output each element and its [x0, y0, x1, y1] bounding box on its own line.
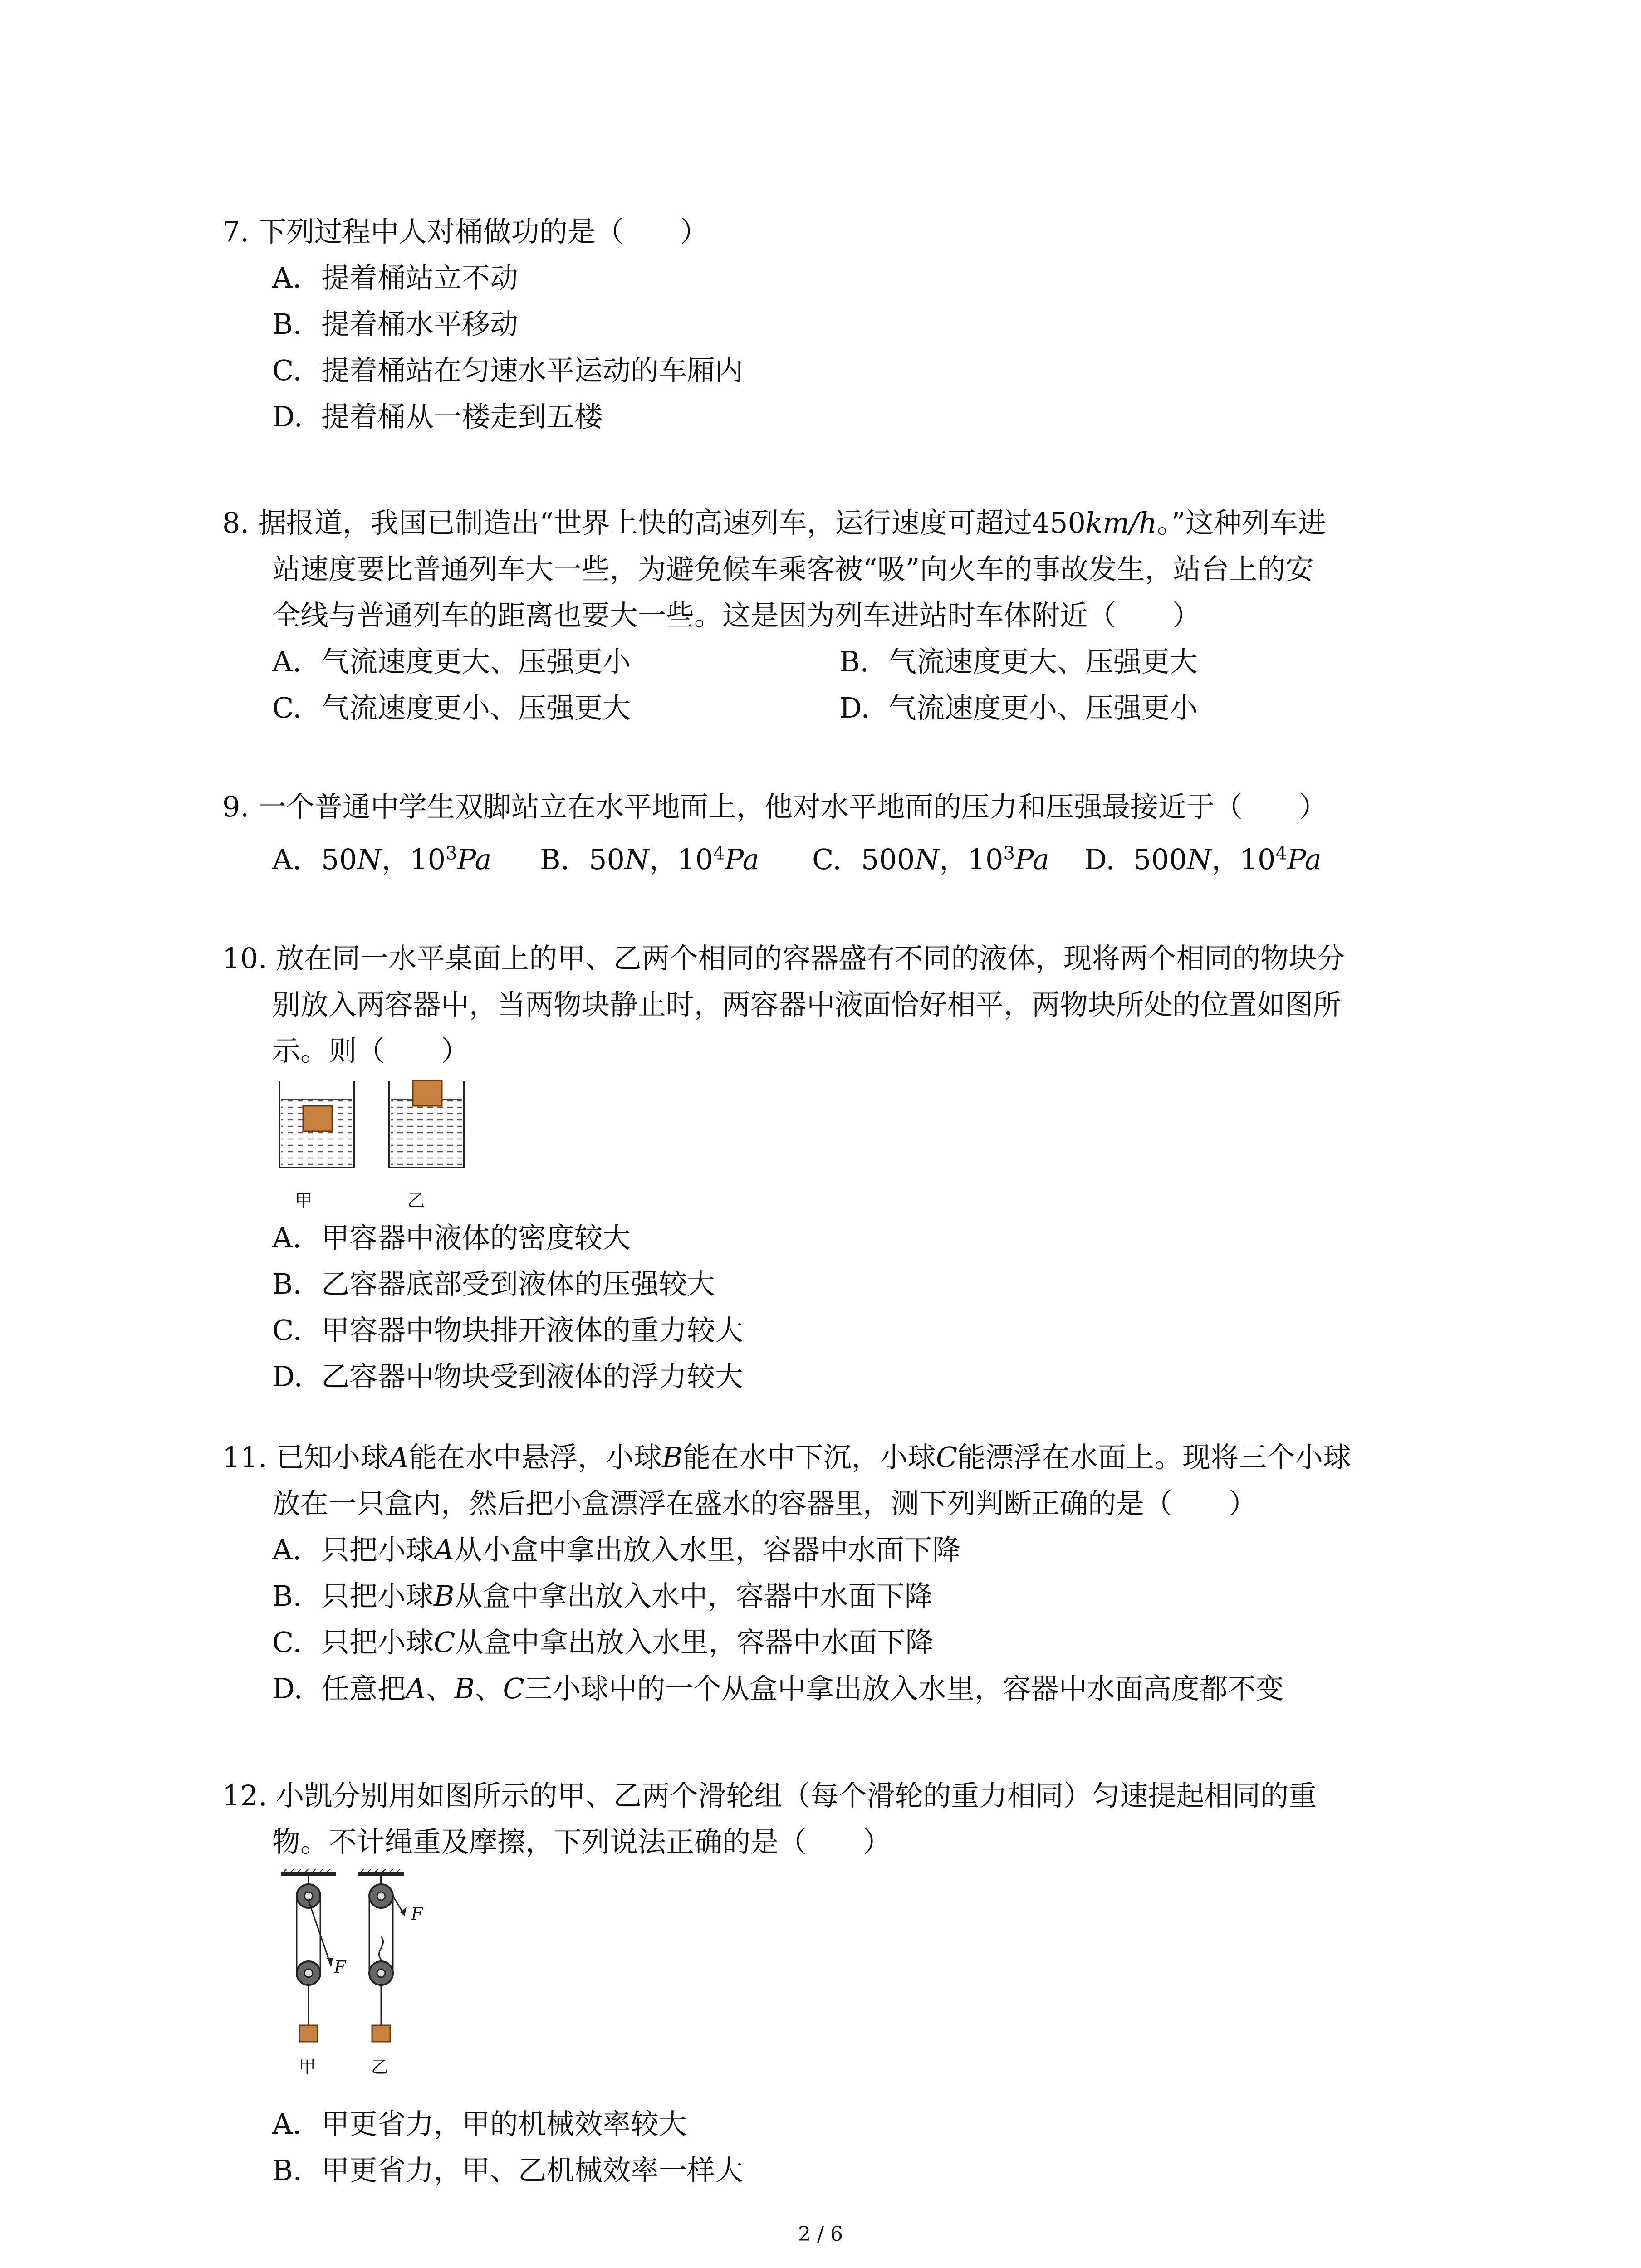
- question-12: [222, 1773, 1456, 2194]
- container-jia: [279, 1081, 354, 1168]
- question-7-stem: 7. 下列过程中人对桶做功的是（ ）: [222, 215, 708, 248]
- q9-option-b: B. 50N，$10^4Pa$: [540, 843, 759, 876]
- q7-option-b: B. 提着桶水平移动: [272, 308, 519, 341]
- question-9-stem: 9. 一个普通中学生双脚站立在水平地面上，他对水平地面的压力和压强最接近于（ ）: [222, 790, 1327, 823]
- q7-option-d: D. 提着桶从一楼走到五楼: [272, 400, 603, 433]
- q11-option-a: A. 只把小球A从小盒中拿出放入水里，容器中水面下降: [272, 1533, 960, 1566]
- question-10-line-1: 10. 放在同一水平桌面上的甲、乙两个相同的容器盛有不同的液体，现将两个相同的物块分: [222, 942, 1345, 975]
- question-8-line-3: 全线与普通列车的距离也要大一些。这是因为列车进站时车体附近（ ）: [272, 599, 1201, 632]
- q9-option-a: A. 50N，$10^3Pa$: [272, 843, 492, 876]
- pulley-system-jia: [281, 1869, 336, 2042]
- force-label-jia: F: [334, 1957, 346, 1977]
- question-10-line-2: 别放入两容器中，当两物块静止时，两容器中液面恰好相平，两物块所处的位置如图所: [272, 988, 1342, 1021]
- q10-option-a: A. 甲容器中液体的密度较大: [272, 1221, 631, 1254]
- block-jia: [303, 1106, 332, 1131]
- question-7: [222, 209, 1456, 440]
- q12-figure: [222, 1865, 1456, 2101]
- figure-label-jia: 甲: [299, 2057, 316, 2077]
- figure-label-jia: 甲: [295, 1191, 313, 1211]
- container-yi: [389, 1080, 464, 1168]
- q12-option-b: B. 甲更省力，甲、乙机械效率一样大: [272, 2154, 744, 2187]
- q10-option-d: D. 乙容器中物块受到液体的浮力较大: [272, 1360, 744, 1393]
- q7-option-a: A. 提着桶站立不动: [272, 261, 519, 294]
- question-9: [222, 784, 1456, 885]
- question-12-line-2: 物。不计绳重及摩擦，下列说法正确的是（ ）: [272, 1825, 892, 1858]
- q8-options: [222, 639, 1456, 731]
- containers-figure: [277, 1079, 531, 1192]
- question-8: [222, 500, 1456, 731]
- q11-option-b: B. 只把小球B从盒中拿出放入水中，容器中水面下降: [272, 1579, 933, 1613]
- figure-label-yi: 乙: [371, 2057, 389, 2077]
- question-11-line-1: 11. 已知小球A能在水中悬浮，小球B能在水中下沉，小球C能漂浮在水面上。现将三个小球: [222, 1441, 1352, 1474]
- q12-option-a: A. 甲更省力，甲的机械效率较大: [272, 2107, 687, 2141]
- question-8-line-1: 8. 据报道，我国已制造出“世界上快的高速列车，运行速度可超过450km/h。”这种列车进: [222, 506, 1326, 539]
- question-11: [222, 1434, 1456, 1712]
- pulley-system-yi: [358, 1869, 407, 2042]
- q10-figure: [222, 1074, 1456, 1215]
- page-number: 2 / 6: [798, 2223, 843, 2246]
- q9-option-c: C. 500N，$10^3Pa$: [812, 843, 1049, 876]
- question-10: [222, 935, 1456, 1400]
- q8-option-a: A. 气流速度更大、压强更小: [272, 645, 631, 678]
- question-11-line-2: 放在一只盒内，然后把小盒漂浮在盛水的容器里，测下列判断正确的是（ ）: [272, 1487, 1257, 1520]
- q10-option-c: C. 甲容器中物块排开液体的重力较大: [272, 1314, 744, 1347]
- figure-label-yi: 乙: [407, 1191, 425, 1211]
- question-8-line-2: 站速度要比普通列车大一些，为避免候车乘客被“吸”向火车的事故发生，站台上的安: [272, 552, 1314, 586]
- q11-option-d: D. 任意把A、B、C三小球中的一个从盒中拿出放入水里，容器中水面高度都不变: [272, 1672, 1284, 1705]
- q9-options: [222, 830, 1456, 885]
- q8-option-d: D. 气流速度更小、压强更小: [839, 691, 1198, 724]
- q11-option-c: C. 只把小球C从盒中拿出放入水里，容器中水面下降: [272, 1626, 934, 1659]
- question-10-line-3: 示。则（ ）: [272, 1034, 470, 1067]
- q9-option-d: D. 500N，$10^4Pa$: [1084, 843, 1322, 876]
- question-12-line-1: 12. 小凯分别用如图所示的甲、乙两个滑轮组（每个滑轮的重力相同）匀速提起相同的重: [222, 1779, 1317, 1812]
- q8-option-c: C. 气流速度更小、压强更大: [272, 691, 631, 724]
- q10-option-b: B. 乙容器底部受到液体的压强较大: [272, 1267, 715, 1300]
- q8-option-b: B. 气流速度更大、压强更大: [839, 645, 1198, 678]
- block-yi: [413, 1080, 442, 1106]
- q7-option-c: C. 提着桶站在匀速水平运动的车厢内: [272, 354, 744, 387]
- force-label-yi: F: [411, 1904, 423, 1924]
